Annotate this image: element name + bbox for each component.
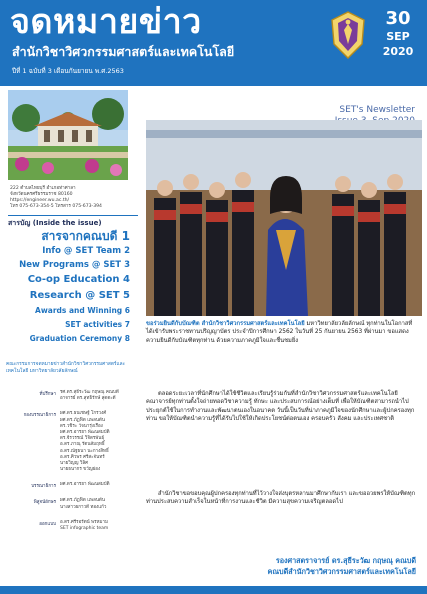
body-paragraph: ตลอดระยะเวลาที่นักศึกษาได้ใช้ชีวิตและเรียนรู้ร่วมกันที่สำนักวิชาวิศวกรรมศาสตร์และเทคโนโลยี คณาจารย์ทุกท่านตั้งใจถ่ายทอดวิชาความรู้ ทักษะ และประสบการณ์อย่างเต็มที่ เพื่อให้บัณฑิตสามารถนำไปประยุกต์ใช้ในการทำงานและพัฒนาตนเองในอนาคต วันนี้เป็นวันที่น่าภาคภูมิใจของนักศึกษาและผู้ปกครองทุกท่าน ขอให้บัณฑิตนำความรู้ที่ได้รับไปใช้ให้เกิดประโยชน์ต่อตนเอง ครอบครัว สังคม และประเทศชาติ (146, 391, 415, 423)
signature-name: รองศาสตราจารย์ ดร.สุธีระวัฒ กฤษณุ คณบดี (275, 556, 416, 565)
toc-item-label: Awards and Winning (35, 306, 123, 315)
editorial-board-intro: คณะกรรมการจดหมายข่าวสำนักวิชาวิศวกรรมศาสตร์และเทคโนโลยี มหาวิทยาลัยวลัยลักษณ์ (6, 362, 126, 374)
toc-item-page: 4 (123, 274, 130, 285)
staff-role: ออกแบบ (39, 521, 56, 527)
toc-item-label: Co-op Education (27, 274, 120, 285)
toc-item-label: New Programs @ SET (19, 260, 122, 270)
toc-item-label: Info @ SET Team (42, 246, 122, 256)
toc-item[interactable] (0, 228, 138, 244)
issue-month: SEP (386, 30, 410, 43)
issue-date (374, 8, 422, 76)
staff-name: รศ.ดร.สุธีระวัฒ กฤษณุ คณบดี (60, 390, 119, 395)
contact-address (10, 186, 135, 210)
staff-name: อ.ดร.ภาณุ รัตนสัมฤทธิ์ (60, 442, 105, 448)
staff-name: ผศ.ดร.อารยา พัฒนสมบัติ (60, 482, 110, 488)
staff-name: อาจารย์ ดร.สุทธิรักษ์ สุดตะดี (60, 396, 116, 402)
university-seal-logo (328, 10, 368, 60)
toc-item[interactable] (0, 332, 138, 346)
toc-item[interactable] (0, 318, 138, 332)
toc-item[interactable] (0, 244, 138, 258)
toc-item-page: 8 (124, 334, 130, 343)
staff-role: บรรณาธิการ (31, 484, 56, 490)
table-of-contents (0, 228, 138, 346)
issue-line: ปีที่ 1 ฉบับที่ 3 เดือนกันยายน พ.ศ.2563 (12, 67, 124, 75)
staff-group-editor (6, 482, 138, 489)
toc-item-page: 1 (121, 229, 130, 243)
toc-item[interactable] (0, 272, 138, 288)
staff-name: อ.ดร.ศิวพร ศรีสะจันทร์ (60, 454, 105, 460)
staff-name: อ.ดร.ศรีรอรัตน์ พรหมาม (60, 519, 108, 525)
body-paragraph: สำนักวิชาขอขอบคุณผู้ปกครองทุกท่านที่ไว้วางใจส่งบุตรหลานมาศึกษากับเรา และขออวยพรให้บัณฑิตทุกท่านประสบความสำเร็จในหน้าที่การงานและชีวิต มีความสุขความเจริญตลอดไป (146, 491, 416, 506)
toc-item-label: สารจากคณบดี (41, 229, 118, 243)
toc-item-page: 2 (124, 246, 130, 256)
staff-role: พิสูจน์อักษร (33, 500, 56, 506)
toc-item-label: Graduation Ceremony (29, 334, 123, 343)
staff-name: ดร.จีรวรรณ์ วิจิตรพันธุ์ (60, 436, 105, 442)
editorial-board (6, 390, 138, 541)
footer-bar (0, 586, 427, 594)
issue-day: 30 (385, 8, 411, 29)
staff-group-editorial (6, 411, 138, 473)
lead-text: มหาวิทยาลัยวลัยลักษณ์ ทุกท่านในโอกาสที่ได้เข้ารับพระราชทานปริญญาบัตร ประจำปีการศึกษา 2562 ในวันที่ 25 กันยายน 2563 ที่ผ่านมา ขอแสดงความยินดีกับบัณฑิตทุกท่าน ด้วยความภาคภูมิใจและชื่นชมยิ่ง (146, 321, 413, 344)
website-link[interactable]: https://engineer.wu.ac.th/ (10, 198, 70, 203)
masthead (0, 0, 427, 86)
staff-role: กองบรรณาธิการ (23, 413, 56, 419)
toc-item-label: Research @ SET (29, 290, 120, 301)
staff-role: ที่ปรึกษา (39, 392, 56, 397)
issue-year: 2020 (382, 45, 414, 58)
address-line: 222 ตำบลไทยบุรี อำเภอท่าศาลา (10, 186, 76, 191)
toc-item-page: 7 (124, 320, 130, 329)
staff-name: นายธนากร ขวัญผ่อง (60, 467, 101, 473)
staff-group-proofreading (6, 498, 138, 510)
toc-item[interactable] (0, 258, 138, 272)
school-name: สำนักวิชาวิศวกรรมศาสตร์และเทคโนโลยี (12, 44, 235, 59)
dean-signature (146, 555, 416, 577)
staff-group-advisor (6, 390, 138, 402)
phone-fax: โทร 075-673-354-5 โทรสาร 075-673-394 (10, 204, 102, 209)
staff-group-design (6, 520, 138, 532)
toc-item-page: 3 (124, 260, 130, 270)
staff-name: นางสาวผกาวดี ทองแก้ว (60, 504, 107, 510)
lead-paragraph (146, 320, 416, 345)
toc-item-page: 6 (124, 306, 130, 315)
newsletter-name: SET's Newsletter (339, 105, 415, 115)
graduation-photo (146, 120, 422, 316)
staff-name: นายวิญญ วิลิศ (60, 461, 89, 467)
newsletter-title: จดหมายข่าว (10, 2, 202, 42)
staff-name: ผศ.ดร.ภัฏฟิต แพลนตัน (60, 498, 105, 504)
staff-name: ผศ.ดร.อารยา พัฒนสมบัติ (60, 430, 110, 436)
address-line: จังหวัดนครศรีธรรมราช 80160 (10, 192, 73, 197)
staff-name: SET infographic team (60, 526, 109, 532)
toc-item[interactable] (0, 288, 138, 304)
campus-photo (8, 90, 128, 180)
toc-item-page: 5 (123, 290, 130, 301)
staff-name: ดร.วชิระ วัจนารุ่งเรือง (60, 423, 103, 429)
toc-item-label: SET activities (65, 320, 123, 329)
staff-name: ผศ.ดร.ธนเชษฐ์ โกรวงศ์ (60, 411, 107, 417)
lead-highlight: ขอร่วมยินดีกับบัณฑิต สำนักวิชาวิศวกรรมศาสตร์และเทคโนโลยี (146, 321, 305, 327)
signature-title: คณบดีสำนักวิชาวิศวกรรมศาสตร์และเทคโนโลยี (267, 567, 416, 576)
toc-item[interactable] (0, 304, 138, 318)
staff-name: อ.ดร.ณัฐธนา นะกางสิทธิ์ (60, 448, 109, 454)
staff-name: ผศ.ดร.ภัฏฟิต แพลนตัน (60, 417, 105, 423)
toc-heading: สารบัญ (Inside the issue) (8, 215, 138, 229)
